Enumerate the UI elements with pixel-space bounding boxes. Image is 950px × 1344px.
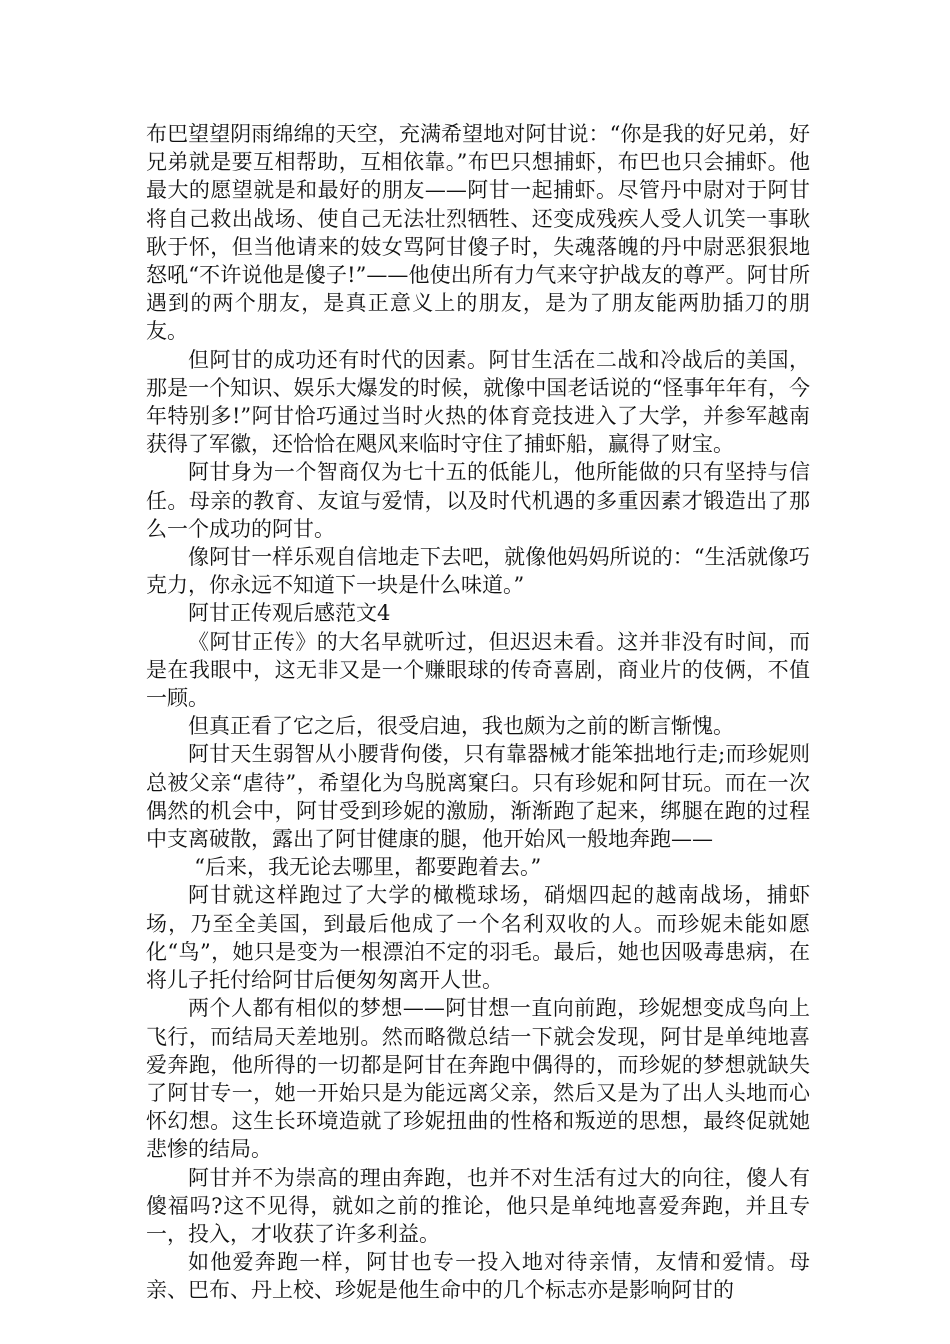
paragraph-devotion: 阿甘并不为崇高的理由奔跑，也并不对生活有过大的向往，傻人有傻福吗?这不见得，就如之前的推论，他只是单纯地喜爱奔跑，并且专一，投入，才收获了许多利益。 — [146, 1165, 810, 1246]
document-body — [146, 120, 810, 1305]
paragraph-bubba-friendship: 布巴望望阴雨绵绵的天空，充满希望地对阿甘说：“你是我的好兄弟，好兄弟就是要互相帮助，互相依靠。”布巴只想捕虾，布巴也只会捕虾。他最大的愿望就是和最好的朋友——阿甘一起捕虾。尽管丹中尉对于阿甘将自己救出战场、使自己无法壮烈牺牲、还变成残疾人受人讥笑一事耿耿于怀，但当他请来的妓女骂阿甘傻子时，失魂落魄的丹中尉恶狠狠地怒吼“不许说他是傻子!”——他使出所有力气来守护战友的尊严。阿甘所遇到的两个朋友，是真正意义上的朋友，是为了朋友能两肋插刀的朋友。 — [146, 122, 810, 344]
paragraph-family-love: 如他爱奔跑一样，阿甘也专一投入地对待亲情，友情和爱情。母亲、巴布、丹上校、珍妮是他生命中的几个标志亦是影响阿甘的 — [146, 1250, 810, 1303]
paragraph-childhood: 阿甘天生弱智从小腰背佝偻，只有靠器械才能笨拙地行走;而珍妮则总被父亲“虐待”，希望化为鸟脱离窠臼。只有珍妮和阿甘玩。而在一次偶然的机会中，阿甘受到珍妮的激励，渐渐跑了起来，绑腿在跑的过程中支离破散，露出了阿甘健康的腿，他开始风一般地奔跑—— — [146, 742, 810, 852]
paragraph-similar-dreams: 两个人都有相似的梦想——阿甘想一直向前跑，珍妮想变成鸟向上飞行，而结局天差地别。然而略微总结一下就会发现，阿甘是单纯地喜爱奔跑，他所得的一切都是阿甘在奔跑中偶得的，而珍妮的梦想就缺失了阿甘专一，她一开始只是为能远离父亲，然后又是为了出人头地而心怀幻想。这生长环境造就了珍妮扭曲的性格和叛逆的思想，最终促就她悲惨的结局。 — [146, 996, 810, 1162]
paragraph-era-factors: 但阿甘的成功还有时代的因素。阿甘生活在二战和冷战后的美国，那是一个知识、娱乐大爆发的时候，就像中国老话说的“怪事年年有，今年特别多!”阿甘恰巧通过当时火热的体育竞技进入了大学，并参军越南获得了军徽，还恰恰在飓风来临时守住了捕虾船，赢得了财宝。 — [146, 347, 810, 457]
paragraph-first-impression: 《阿甘正传》的大名早就听过，但迟迟未看。这并非没有时间，而是在我眼中，这无非又是一个赚眼球的传奇喜剧，商业片的伎俩，不值一顾。 — [146, 629, 810, 711]
section-heading: 阿甘正传观后感范文4 — [188, 601, 391, 626]
paragraph-running-journey: 阿甘就这样跑过了大学的橄榄球场，硝烟四起的越南战场，捕虾场，乃至全美国，到最后他成了一个名利双收的人。而珍妮未能如愿化“鸟”，她只是变为一根漂泊不定的羽毛。最后，她也因吸毒患病，在将儿子托付给阿甘后便匆匆离开人世。 — [146, 883, 810, 993]
paragraph-after-watching: 但真正看了它之后，很受启迪，我也颇为之前的断言惭愧。 — [188, 714, 734, 739]
paragraph-persistence: 阿甘身为一个智商仅为七十五的低能儿，他所能做的只有坚持与信任。母亲的教育、友谊与爱情，以及时代机遇的多重因素才锻造出了那么一个成功的阿甘。 — [146, 460, 810, 541]
paragraph-chocolate-quote: 像阿甘一样乐观自信地走下去吧，就像他妈妈所说的：“生活就像巧克力，你永远不知道下一块是什么味道。” — [146, 545, 810, 598]
paragraph-running-quote: “后来，我无论去哪里，都要跑着去。” — [194, 855, 542, 880]
